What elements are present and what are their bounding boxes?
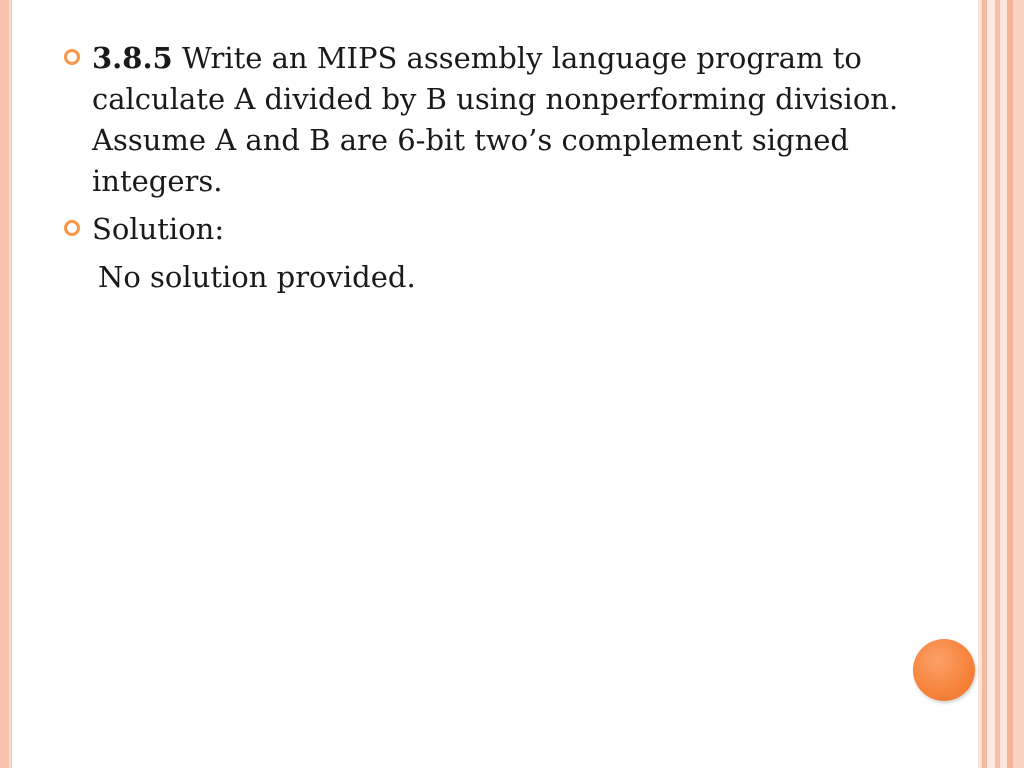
solution-label: Solution:: [92, 212, 225, 246]
left-border-decoration: [0, 0, 12, 768]
orange-circle-decoration: [913, 639, 975, 701]
right-border-stripe: [1000, 0, 1007, 768]
right-border-stripe: [987, 0, 995, 768]
slide-content: [60, 38, 920, 298]
bullet-ring-icon: [64, 49, 80, 65]
right-border-stripe: [1013, 0, 1024, 768]
bullet-item-solution: [60, 209, 920, 250]
problem-number: 3.8.5: [92, 41, 173, 75]
bullet-ring-icon: [64, 220, 80, 236]
problem-text: Write an MIPS assembly language program to calculate A divided by B using nonperforming division. Assume A and B are 6-bit two’s complement signed integers.: [92, 41, 899, 198]
solution-text: No solution provided.: [98, 260, 416, 294]
bullet-item-problem: [60, 38, 920, 202]
